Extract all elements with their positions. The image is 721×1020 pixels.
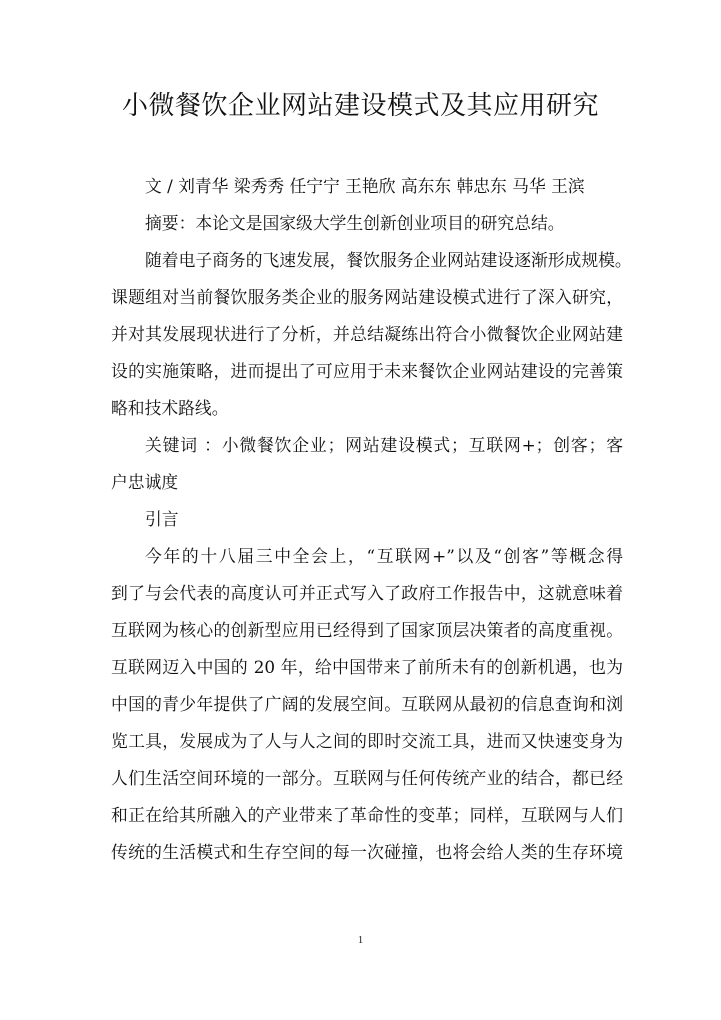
keywords-line: 关键词 ：小微餐饮企业；网站建设模式；互联网+；创客；客 (145, 435, 623, 455)
authors-line: 文 / 刘青华 梁秀秀 任宁宁 王艳欣 高东东 韩忠东 马华 王滨 (145, 176, 585, 196)
paragraph-line: 互联网为核心的创新型应用已经得到了国家顶层决策者的高度重视。 (111, 620, 623, 640)
paragraph-line: 设的实施策略，进而提出了可应用于未来餐饮企业网站建设的完善策 (111, 361, 623, 381)
paragraph-line: 人们生活空间环境的一部分。互联网与任何传统产业的结合，都已经 (111, 768, 623, 788)
section-heading-introduction: 引言 (145, 509, 179, 529)
paragraph-line: 到了与会代表的高度认可并正式写入了政府工作报告中，这就意味着 (111, 583, 623, 603)
keywords-line: 户忠诚度 (111, 472, 179, 492)
paragraph-line: 览工具，发展成为了人与人之间的即时交流工具，进而又快速变身为 (111, 731, 623, 751)
document-title: 小微餐饮企业网站建设模式及其应用研究 (121, 91, 599, 121)
page-number: 1 (357, 934, 364, 946)
paragraph-line: 今年的十八届三中全会上，“互联网+”以及“创客”等概念得 (145, 546, 623, 566)
paragraph-line: 随着电子商务的飞速发展，餐饮服务企业网站建设逐渐形成规模。 (145, 250, 632, 270)
paragraph-line: 课题组对当前餐饮服务类企业的服务网站建设模式进行了深入研究， (111, 287, 623, 307)
paragraph-line: 互联网迈入中国的 20 年，给中国带来了前所未有的创新机遇，也为 (111, 657, 623, 677)
abstract-line: 摘要：本论文是国家级大学生创新创业项目的研究总结。 (145, 213, 565, 233)
paragraph-line: 并对其发展现状进行了分析，并总结凝练出符合小微餐饮企业网站建 (111, 324, 623, 344)
paragraph-line: 和正在给其所融入的产业带来了革命性的变革；同样，互联网与人们 (111, 805, 623, 825)
paragraph-line: 略和技术路线。 (111, 398, 229, 418)
paragraph-line: 中国的青少年提供了广阔的发展空间。互联网从最初的信息查询和浏 (111, 694, 623, 714)
paragraph-line: 传统的生活模式和生存空间的每一次碰撞，也将会给人类的生存环境 (111, 842, 623, 862)
